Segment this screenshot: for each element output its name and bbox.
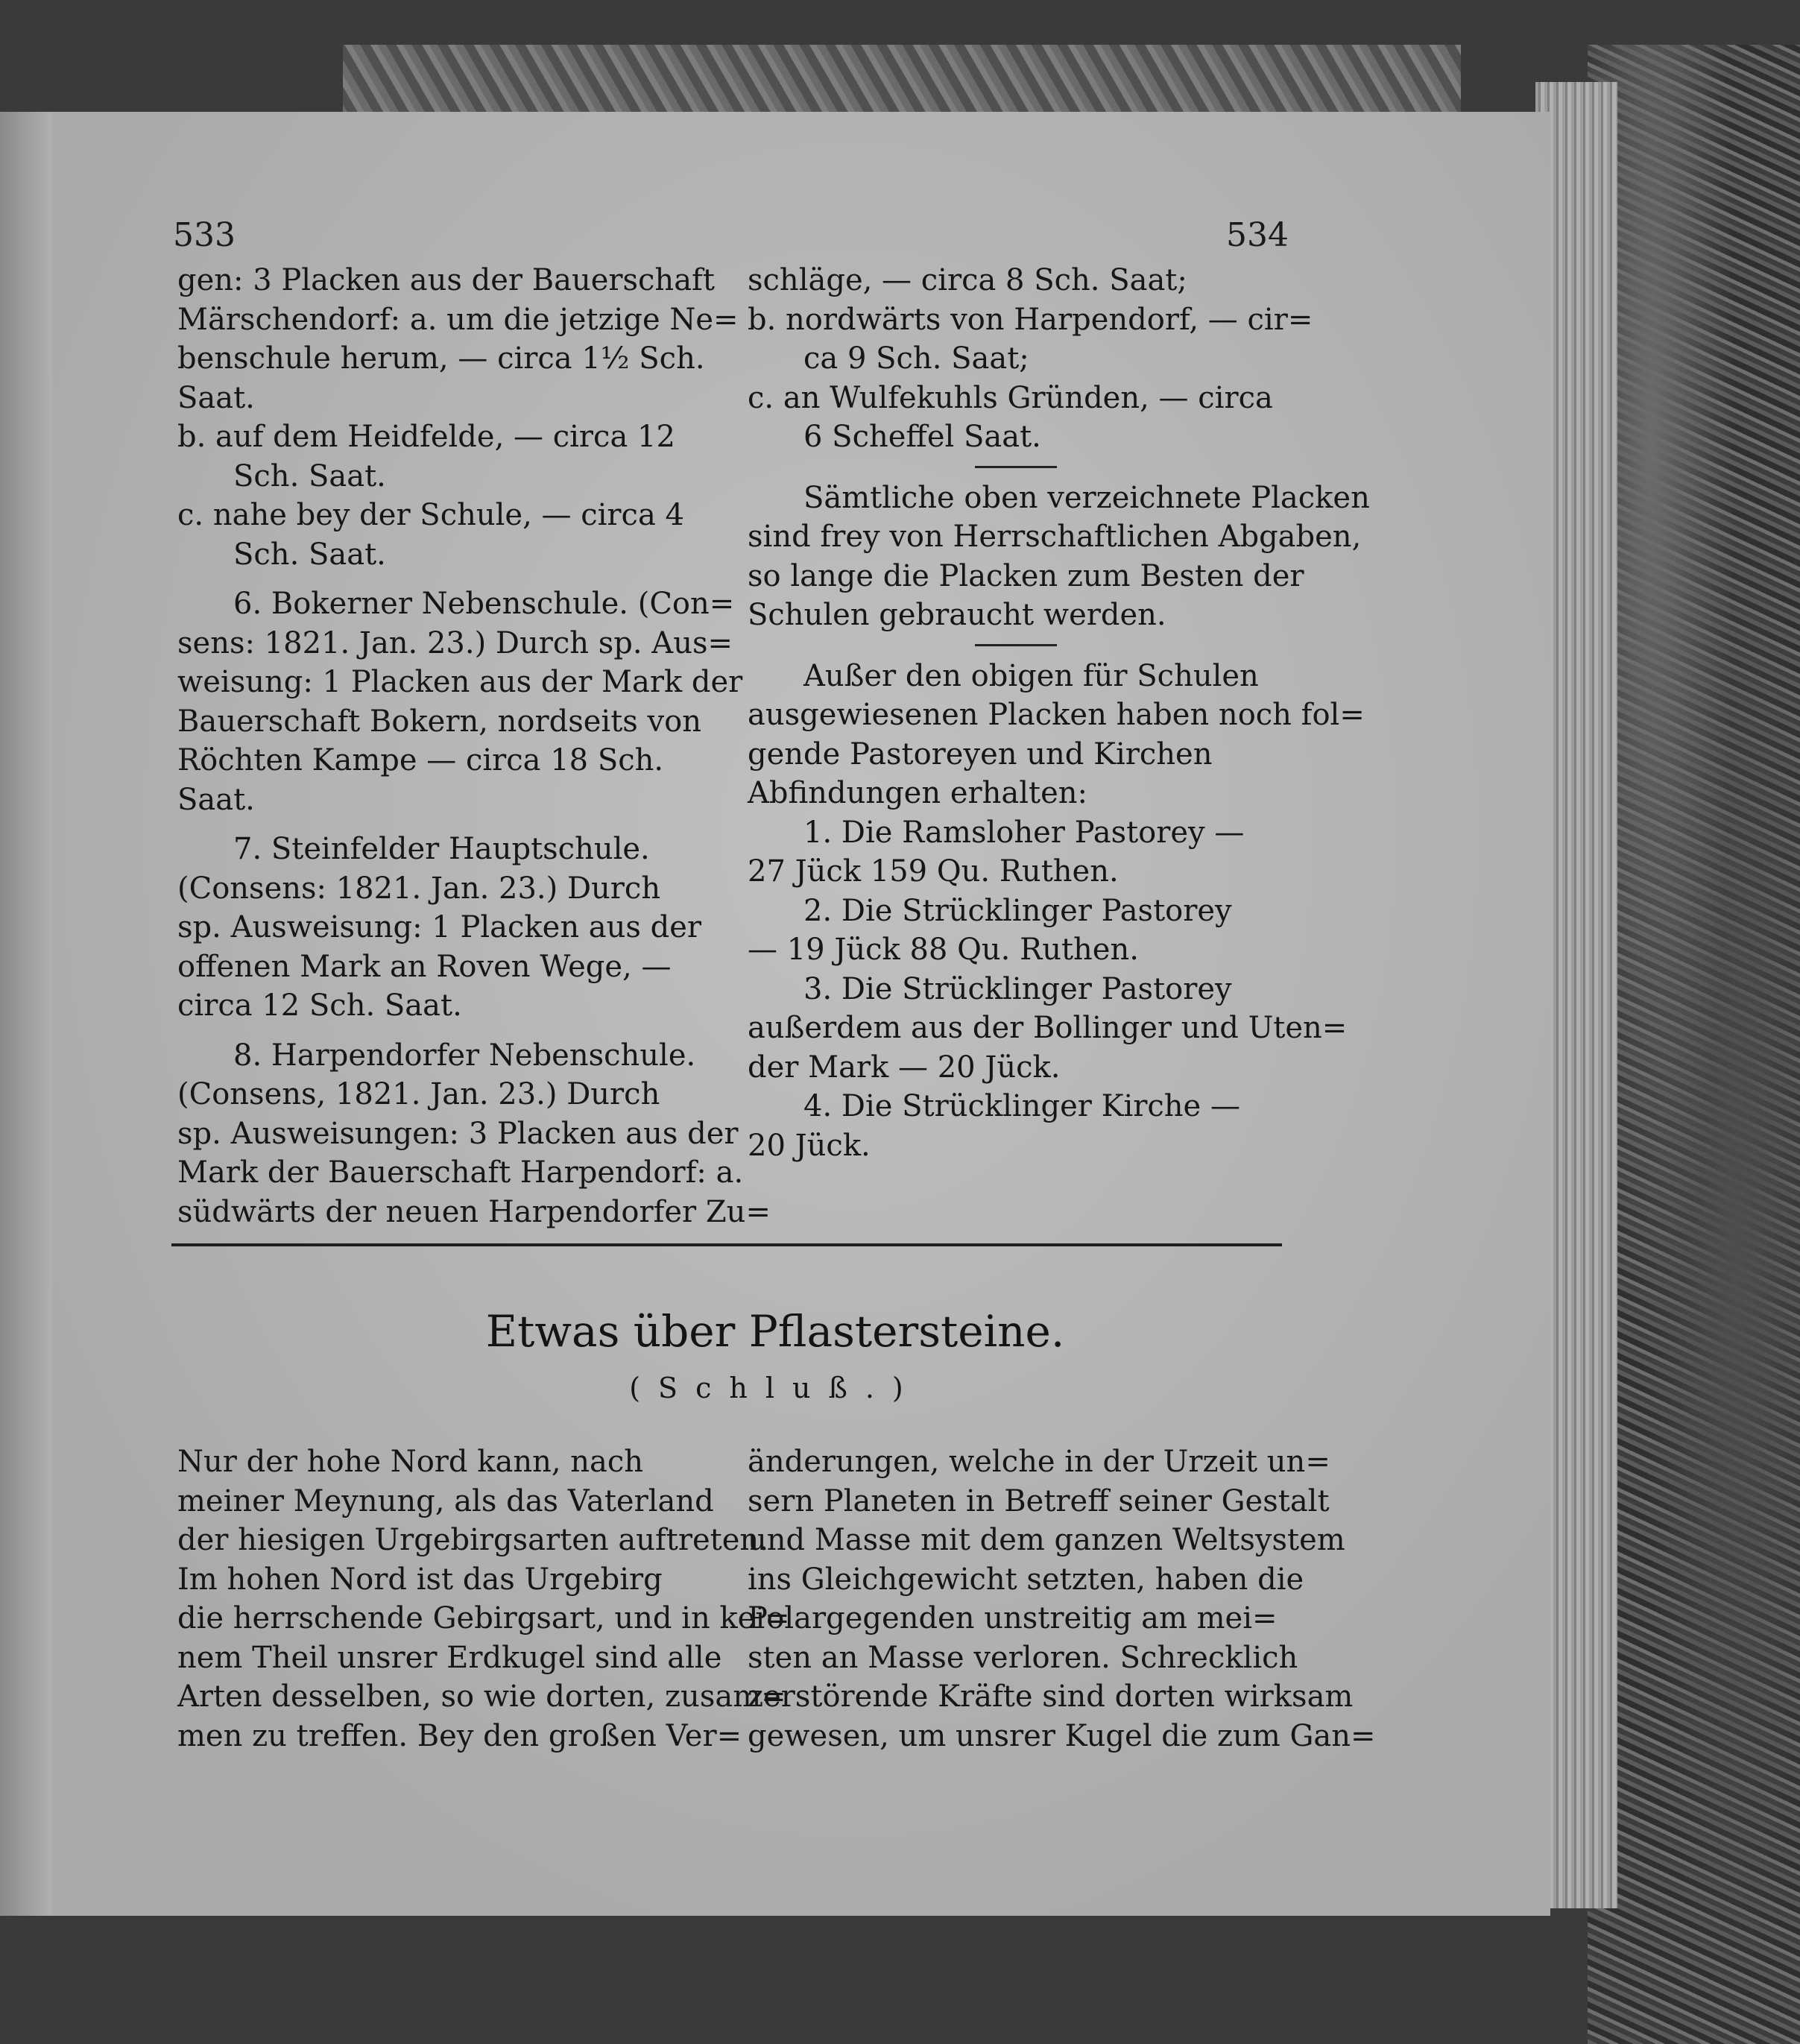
text-line: schläge, — circa 8 Sch. Saat; <box>748 263 1187 297</box>
text-line: Arten desselben, so wie dorten, zusam= <box>177 1679 786 1714</box>
section-divider <box>171 1243 1282 1246</box>
text-line: der hiesigen Urgebirgsarten auftreten. <box>177 1523 768 1557</box>
text-line: so lange die Placken zum Besten der <box>748 558 1304 593</box>
text-line: Röchten Kampe — circa 18 Sch. <box>177 743 664 777</box>
text-line: b. auf dem Heidfelde, — circa 12 <box>177 420 675 454</box>
text-line: die herrschende Gebirgsart, und in kei= <box>177 1601 790 1635</box>
text-line: Abfindungen erhalten: <box>748 776 1087 810</box>
text-line: c. an Wulfekuhls Gründen, — circa <box>748 380 1273 415</box>
right-column-top <box>748 261 1370 1165</box>
text-line: benschule herum, — circa 1½ Sch. <box>177 341 705 376</box>
text-line: gewesen, um unsrer Kugel die zum Gan= <box>748 1718 1376 1753</box>
book-cover-marbled <box>1588 45 1800 2044</box>
text-line: sp. Ausweisung: 1 Placken aus der <box>177 910 702 944</box>
right-column-bottom <box>748 1442 1376 1756</box>
text-line: (Consens: 1821. Jan. 23.) Durch <box>177 871 661 906</box>
text-line: außerdem aus der Bollinger und Uten= <box>748 1011 1348 1045</box>
text-line: offenen Mark an Roven Wege, — <box>177 949 672 984</box>
short-rule <box>975 466 1057 468</box>
text-line: 6 Scheffel Saat. <box>803 420 1041 454</box>
text-line: 7. Steinfelder Hauptschule. <box>233 832 650 866</box>
text-line: 2. Die Strücklinger Pastorey <box>803 893 1232 928</box>
text-line: Sämtliche oben verzeichnete Placken <box>803 480 1370 515</box>
text-line: 3. Die Strücklinger Pastorey <box>803 971 1232 1006</box>
left-column-bottom <box>177 1442 790 1756</box>
short-rule <box>975 644 1057 646</box>
text-line: nem Theil unsrer Erdkugel sind alle <box>177 1640 722 1675</box>
text-line: ins Gleichgewicht setzten, haben die <box>748 1562 1304 1597</box>
book-cover-top <box>343 45 1461 119</box>
text-line: der Mark — 20 Jück. <box>748 1050 1061 1085</box>
article-title: Etwas über Pflastersteine. <box>485 1306 1065 1357</box>
paragraph-gap <box>177 574 714 584</box>
article-subtitle: (Schluß.) <box>629 1372 921 1404</box>
text-line: Saat. <box>177 380 255 415</box>
left-column-top <box>177 261 771 1231</box>
text-line: c. nahe bey der Schule, — circa 4 <box>177 498 684 532</box>
text-line: weisung: 1 Placken aus der Mark der <box>177 665 743 699</box>
paragraph-gap <box>177 1026 714 1036</box>
book-gutter <box>0 112 52 1916</box>
text-line: (Consens, 1821. Jan. 23.) Durch <box>177 1077 660 1111</box>
text-line: 27 Jück 159 Qu. Ruthen. <box>748 854 1119 889</box>
text-line: Außer den obigen für Schulen <box>803 658 1259 693</box>
text-line: Nur der hohe Nord kann, nach <box>177 1445 644 1479</box>
text-line: Schulen gebraucht werden. <box>748 598 1166 632</box>
text-line: sten an Masse verloren. Schrecklich <box>748 1640 1298 1675</box>
text-line: sp. Ausweisungen: 3 Placken aus der <box>177 1116 739 1151</box>
text-line: südwärts der neuen Harpendorfer Zu= <box>177 1194 771 1229</box>
text-line: circa 12 Sch. Saat. <box>177 988 462 1023</box>
text-line: ausgewiesenen Placken haben noch fol= <box>748 698 1365 732</box>
text-line: Saat. <box>177 782 255 817</box>
text-line: b. nordwärts von Harpendorf, — cir= <box>748 302 1313 337</box>
text-line: sens: 1821. Jan. 23.) Durch sp. Aus= <box>177 625 733 660</box>
text-line: sind frey von Herrschaftlichen Abgaben, <box>748 520 1362 554</box>
text-line: 4. Die Strücklinger Kirche — <box>803 1089 1240 1123</box>
text-line: meiner Meynung, als das Vaterland <box>177 1483 714 1518</box>
text-line: ca 9 Sch. Saat; <box>803 341 1029 376</box>
paragraph-gap <box>177 819 714 830</box>
text-line: Mark der Bauerschaft Harpendorf: a. <box>177 1155 744 1190</box>
text-line: und Masse mit dem ganzen Weltsystem <box>748 1523 1345 1557</box>
text-line: sern Planeten in Betreff seiner Gestalt <box>748 1483 1330 1518</box>
page-number-right: 534 <box>1226 216 1289 254</box>
text-line: gen: 3 Placken aus der Bauerschaft <box>177 263 715 297</box>
text-line: 8. Harpendorfer Nebenschule. <box>233 1038 696 1073</box>
text-line: 6. Bokerner Nebenschule. (Con= <box>233 587 735 621</box>
text-line: 1. Die Ramsloher Pastorey — <box>803 815 1245 850</box>
text-line: 20 Jück. <box>748 1128 871 1163</box>
text-line: zerstörende Kräfte sind dorten wirksam <box>748 1679 1354 1714</box>
text-line: men zu treffen. Bey den großen Ver= <box>177 1718 742 1753</box>
text-line: Sch. Saat. <box>233 458 386 493</box>
text-line: Im hohen Nord ist das Urgebirg <box>177 1562 663 1597</box>
text-line: — 19 Jück 88 Qu. Ruthen. <box>748 933 1139 967</box>
text-line: Märschendorf: a. um die jetzige Ne= <box>177 302 739 337</box>
text-line: gende Pastoreyen und Kirchen <box>748 736 1213 772</box>
text-line: Polargegenden unstreitig am mei= <box>748 1601 1278 1635</box>
text-line: Bauerschaft Bokern, nordseits von <box>177 704 701 739</box>
text-line: änderungen, welche in der Urzeit un= <box>748 1445 1330 1479</box>
text-line: Sch. Saat. <box>233 537 386 572</box>
page-number-left: 533 <box>173 216 236 254</box>
